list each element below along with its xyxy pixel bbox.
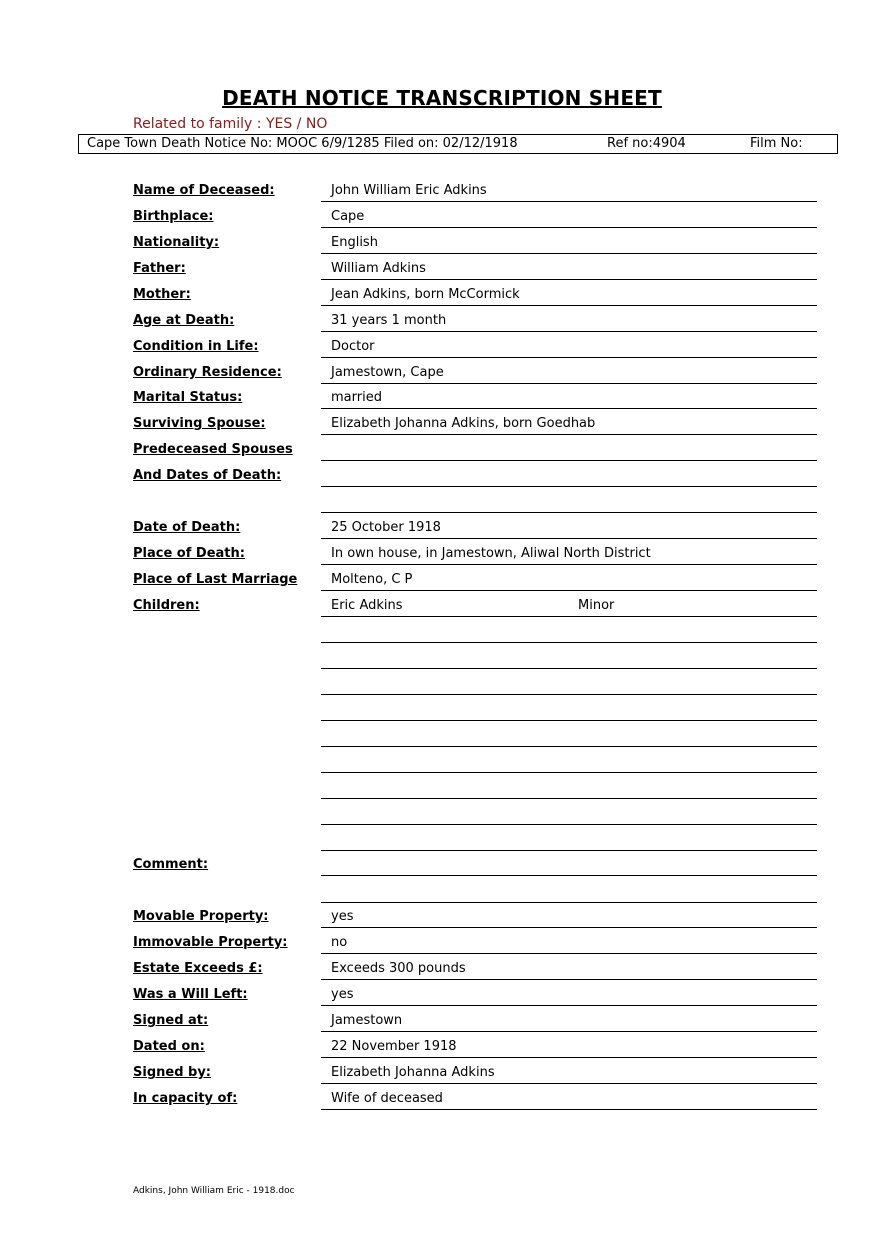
- field-rule-line: [321, 434, 817, 435]
- field-rule-line: [321, 1031, 817, 1032]
- blank-rule-line: [321, 668, 817, 669]
- field-label: Immovable Property:: [133, 935, 288, 950]
- blank-rule-line: [321, 824, 817, 825]
- field-label: Mother:: [133, 287, 191, 302]
- field-value: English: [331, 235, 378, 250]
- field-label: Dated on:: [133, 1039, 205, 1054]
- field-rule-line: [321, 331, 817, 332]
- field-label: Place of Last Marriage: [133, 572, 298, 587]
- field-rule-line: [321, 383, 817, 384]
- field-label: Marital Status:: [133, 390, 243, 405]
- field-value: Exceeds 300 pounds: [331, 961, 466, 976]
- field-value: John William Eric Adkins: [331, 183, 487, 198]
- field-rule-line: [321, 1057, 817, 1058]
- field-label: Children:: [133, 598, 200, 613]
- field-rule-line: [321, 875, 817, 876]
- field-rule-line: [321, 590, 817, 591]
- field-label: Ordinary Residence:: [133, 365, 282, 380]
- field-rule-line: [321, 305, 817, 306]
- field-label: Predeceased Spouses: [133, 442, 293, 457]
- field-rule-line: [321, 253, 817, 254]
- field-rule-line: [321, 1083, 817, 1084]
- footer-filename: Adkins, John William Eric - 1918.doc: [133, 1186, 295, 1196]
- blank-rule-line: [321, 746, 817, 747]
- blank-rule-line: [321, 902, 817, 903]
- field-value: married: [331, 390, 382, 405]
- field-rule-line: [321, 564, 817, 565]
- field-label: Was a Will Left:: [133, 987, 248, 1002]
- field-rule-line: [321, 979, 817, 980]
- related-to-family: Related to family : YES / NO: [133, 116, 328, 132]
- film-number: Film No:: [750, 136, 803, 151]
- field-label: Movable Property:: [133, 909, 269, 924]
- field-value: In own house, in Jamestown, Aliwal North District: [331, 546, 651, 561]
- field-value: 31 years 1 month: [331, 313, 447, 328]
- field-label: Father:: [133, 261, 186, 276]
- blank-rule-line: [321, 798, 817, 799]
- field-rule-line: [321, 927, 817, 928]
- blank-rule-line: [321, 772, 817, 773]
- field-label: Name of Deceased:: [133, 183, 275, 198]
- field-rule-line: [321, 357, 817, 358]
- field-rule-line: [321, 1005, 817, 1006]
- blank-rule-line: [321, 642, 817, 643]
- field-value: no: [331, 935, 348, 950]
- reference-number: Ref no:4904: [607, 136, 686, 151]
- field-label: And Dates of Death:: [133, 468, 282, 483]
- field-value: Elizabeth Johanna Adkins, born Goedhab: [331, 416, 596, 431]
- field-value: yes: [331, 987, 354, 1002]
- field-rule-line: [321, 201, 817, 202]
- field-label: Birthplace:: [133, 209, 214, 224]
- field-value: Jamestown: [331, 1013, 403, 1028]
- field-label: Age at Death:: [133, 313, 235, 328]
- blank-rule-line: [321, 720, 817, 721]
- field-rule-line: [321, 279, 817, 280]
- field-value: Jean Adkins, born McCormick: [331, 287, 520, 302]
- field-label: Condition in Life:: [133, 339, 259, 354]
- field-label: Comment:: [133, 857, 209, 872]
- field-label: Date of Death:: [133, 520, 241, 535]
- blank-rule-line: [321, 512, 817, 513]
- field-value: Elizabeth Johanna Adkins: [331, 1065, 495, 1080]
- field-value: Molteno, C P: [331, 572, 413, 587]
- field-value: Jamestown, Cape: [331, 365, 444, 380]
- field-label: Signed by:: [133, 1065, 212, 1080]
- field-rule-line: [321, 538, 817, 539]
- blank-rule-line: [321, 850, 817, 851]
- reference-box: [78, 134, 838, 154]
- field-rule-line: [321, 486, 817, 487]
- field-value: 22 November 1918: [331, 1039, 457, 1054]
- field-value: Doctor: [331, 339, 375, 354]
- field-label: Surviving Spouse:: [133, 416, 266, 431]
- page-title: DEATH NOTICE TRANSCRIPTION SHEET: [222, 86, 662, 110]
- field-label: In capacity of:: [133, 1091, 238, 1106]
- field-rule-line: [321, 460, 817, 461]
- blank-rule-line: [321, 694, 817, 695]
- field-value: William Adkins: [331, 261, 426, 276]
- field-label: Estate Exceeds £:: [133, 961, 263, 976]
- field-value: Cape: [331, 209, 365, 224]
- field-label: Signed at:: [133, 1013, 209, 1028]
- field-value: Wife of deceased: [331, 1091, 443, 1106]
- field-value: 25 October 1918: [331, 520, 441, 535]
- death-notice-number: Cape Town Death Notice No: MOOC 6/9/1285 Filed on: 02/12/1918: [87, 136, 518, 151]
- field-value: Eric Adkins: [331, 598, 403, 613]
- field-extra-value: Minor: [578, 598, 615, 613]
- field-label: Nationality:: [133, 235, 220, 250]
- field-rule-line: [321, 227, 817, 228]
- field-label: Place of Death:: [133, 546, 245, 561]
- field-rule-line: [321, 616, 817, 617]
- field-rule-line: [321, 408, 817, 409]
- field-rule-line: [321, 1109, 817, 1110]
- field-rule-line: [321, 953, 817, 954]
- field-value: yes: [331, 909, 354, 924]
